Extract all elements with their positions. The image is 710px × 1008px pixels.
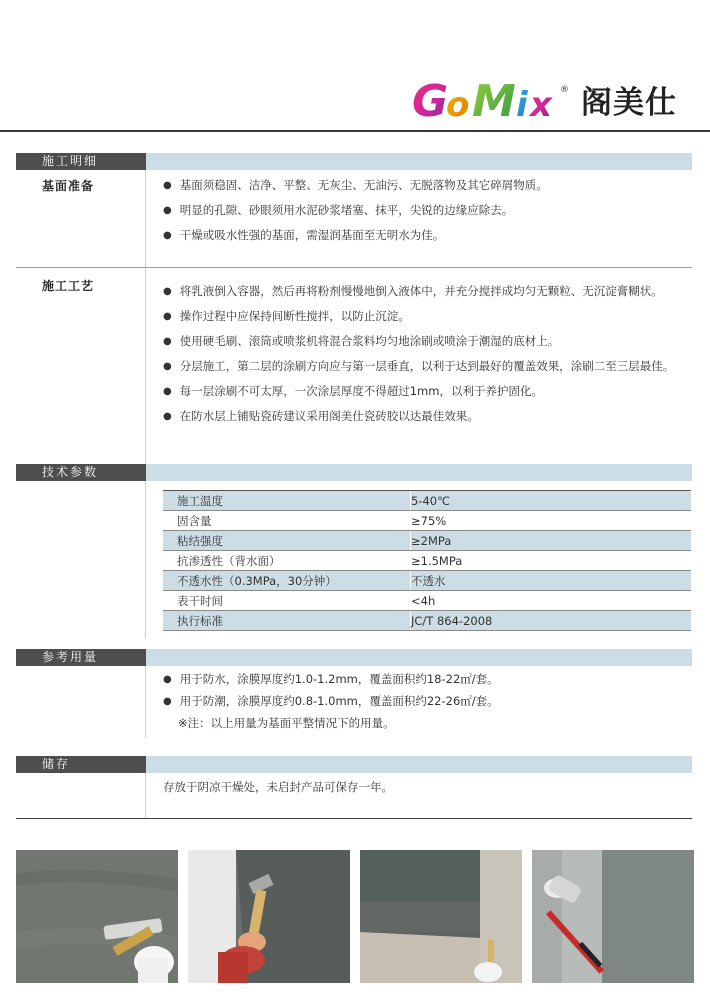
param-value: ≥2MPa bbox=[411, 531, 692, 551]
tech-table bbox=[163, 490, 691, 631]
param-name: 执行标准 bbox=[163, 611, 411, 631]
svg-text:o: o bbox=[446, 85, 470, 124]
section-title: 技术参数 bbox=[16, 464, 146, 481]
list-item: ● 干燥或吸水性强的基面，需湿润基面至无明水为佳。 bbox=[163, 228, 444, 244]
table-row bbox=[163, 531, 691, 551]
row-divider bbox=[16, 267, 692, 268]
subhead-preparation: 基面准备 bbox=[42, 179, 95, 193]
param-value: <4h bbox=[411, 591, 692, 611]
list-item: ● 在防水层上铺贴瓷砖建议采用阁美仕瓷砖胶以达最佳效果。 bbox=[163, 409, 479, 425]
section-title: 参考用量 bbox=[16, 649, 146, 666]
section-bar-construction bbox=[16, 153, 692, 170]
param-value: 5-40℃ bbox=[411, 491, 692, 511]
roller-photo-icon bbox=[532, 850, 694, 983]
wall-brush-photo-icon bbox=[360, 850, 522, 983]
section-bar-storage bbox=[16, 756, 692, 773]
list-item: ● 用于防水，涂膜厚度约1.0-1.2mm，覆盖面积约18-22㎡/套。 bbox=[163, 672, 499, 688]
table-row bbox=[163, 611, 691, 631]
param-value: 不透水 bbox=[411, 571, 692, 591]
param-value: ≥1.5MPa bbox=[411, 551, 692, 571]
table-row bbox=[163, 571, 691, 591]
list-item: ● 操作过程中应保持间断性搅拌，以防止沉淀。 bbox=[163, 309, 410, 325]
trowel-photo-icon bbox=[16, 850, 178, 983]
column-divider bbox=[145, 773, 146, 818]
param-name: 施工温度 bbox=[163, 491, 411, 511]
list-item: ● 分层施工，第二层的涂刷方向应与第一层垂直，以利于达到最好的覆盖效果，涂刷二至三层最佳。 bbox=[163, 359, 674, 375]
svg-text:i: i bbox=[516, 85, 528, 124]
param-name: 不透水性（0.3MPa，30分钟） bbox=[163, 571, 411, 591]
param-name: 抗渗透性（背水面） bbox=[163, 551, 411, 571]
param-name: 表干时间 bbox=[163, 591, 411, 611]
header-divider bbox=[0, 130, 710, 132]
brand-logo bbox=[412, 74, 677, 124]
section-bar-tech bbox=[16, 464, 692, 481]
column-divider bbox=[145, 170, 146, 470]
section-title: 储存 bbox=[16, 756, 146, 773]
param-value: ≥75% bbox=[411, 511, 692, 531]
usage-note: ※注：以上用量为基面平整情况下的用量。 bbox=[178, 716, 395, 730]
param-name: 粘结强度 bbox=[163, 531, 411, 551]
gomix-logo-icon bbox=[412, 74, 577, 124]
list-item: ● 用于防潮，涂膜厚度约0.8-1.0mm，覆盖面积约22-26㎡/套。 bbox=[163, 694, 499, 710]
brush-photo-icon bbox=[188, 850, 350, 983]
section-bar-usage bbox=[16, 649, 692, 666]
list-item: ● 将乳液倒入容器，然后再将粉剂慢慢地倒入液体中，并充分搅拌成均匀无颗粒、无沉淀膏糊状。 bbox=[163, 284, 663, 300]
column-divider bbox=[145, 481, 146, 639]
param-value: JC/T 864-2008 bbox=[411, 611, 692, 631]
column-divider bbox=[145, 666, 146, 738]
param-name: 固含量 bbox=[163, 511, 411, 531]
table-row bbox=[163, 511, 691, 531]
svg-text:®: ® bbox=[560, 85, 569, 95]
svg-text:M: M bbox=[472, 76, 516, 124]
list-item: ● 使用硬毛刷、滚筒或喷浆机将混合浆料均匀地涂刷或喷涂于潮湿的底材上。 bbox=[163, 334, 559, 350]
svg-text:G: G bbox=[412, 76, 449, 124]
table-row bbox=[163, 491, 691, 511]
storage-text: 存放于阴凉干燥处，未启封产品可保存一年。 bbox=[163, 780, 393, 794]
table-row bbox=[163, 551, 691, 571]
table-row bbox=[163, 591, 691, 611]
list-item: ● 每一层涂刷不可太厚，一次涂层厚度不得超过1mm，以利于养护固化。 bbox=[163, 384, 543, 400]
list-item: ● 基面须稳固、洁净、平整、无灰尘、无油污、无脱落物及其它碎屑物质。 bbox=[163, 178, 548, 194]
footer-divider bbox=[16, 818, 692, 819]
svg-text:x: x bbox=[530, 85, 552, 124]
subhead-process: 施工工艺 bbox=[42, 279, 95, 293]
logo-cn: 阁美仕 bbox=[581, 84, 677, 121]
list-item: ● 明显的孔隙、砂眼须用水泥砂浆堵塞、抹平，尖锐的边缘应除去。 bbox=[163, 203, 513, 219]
section-title: 施工明细 bbox=[16, 153, 146, 170]
